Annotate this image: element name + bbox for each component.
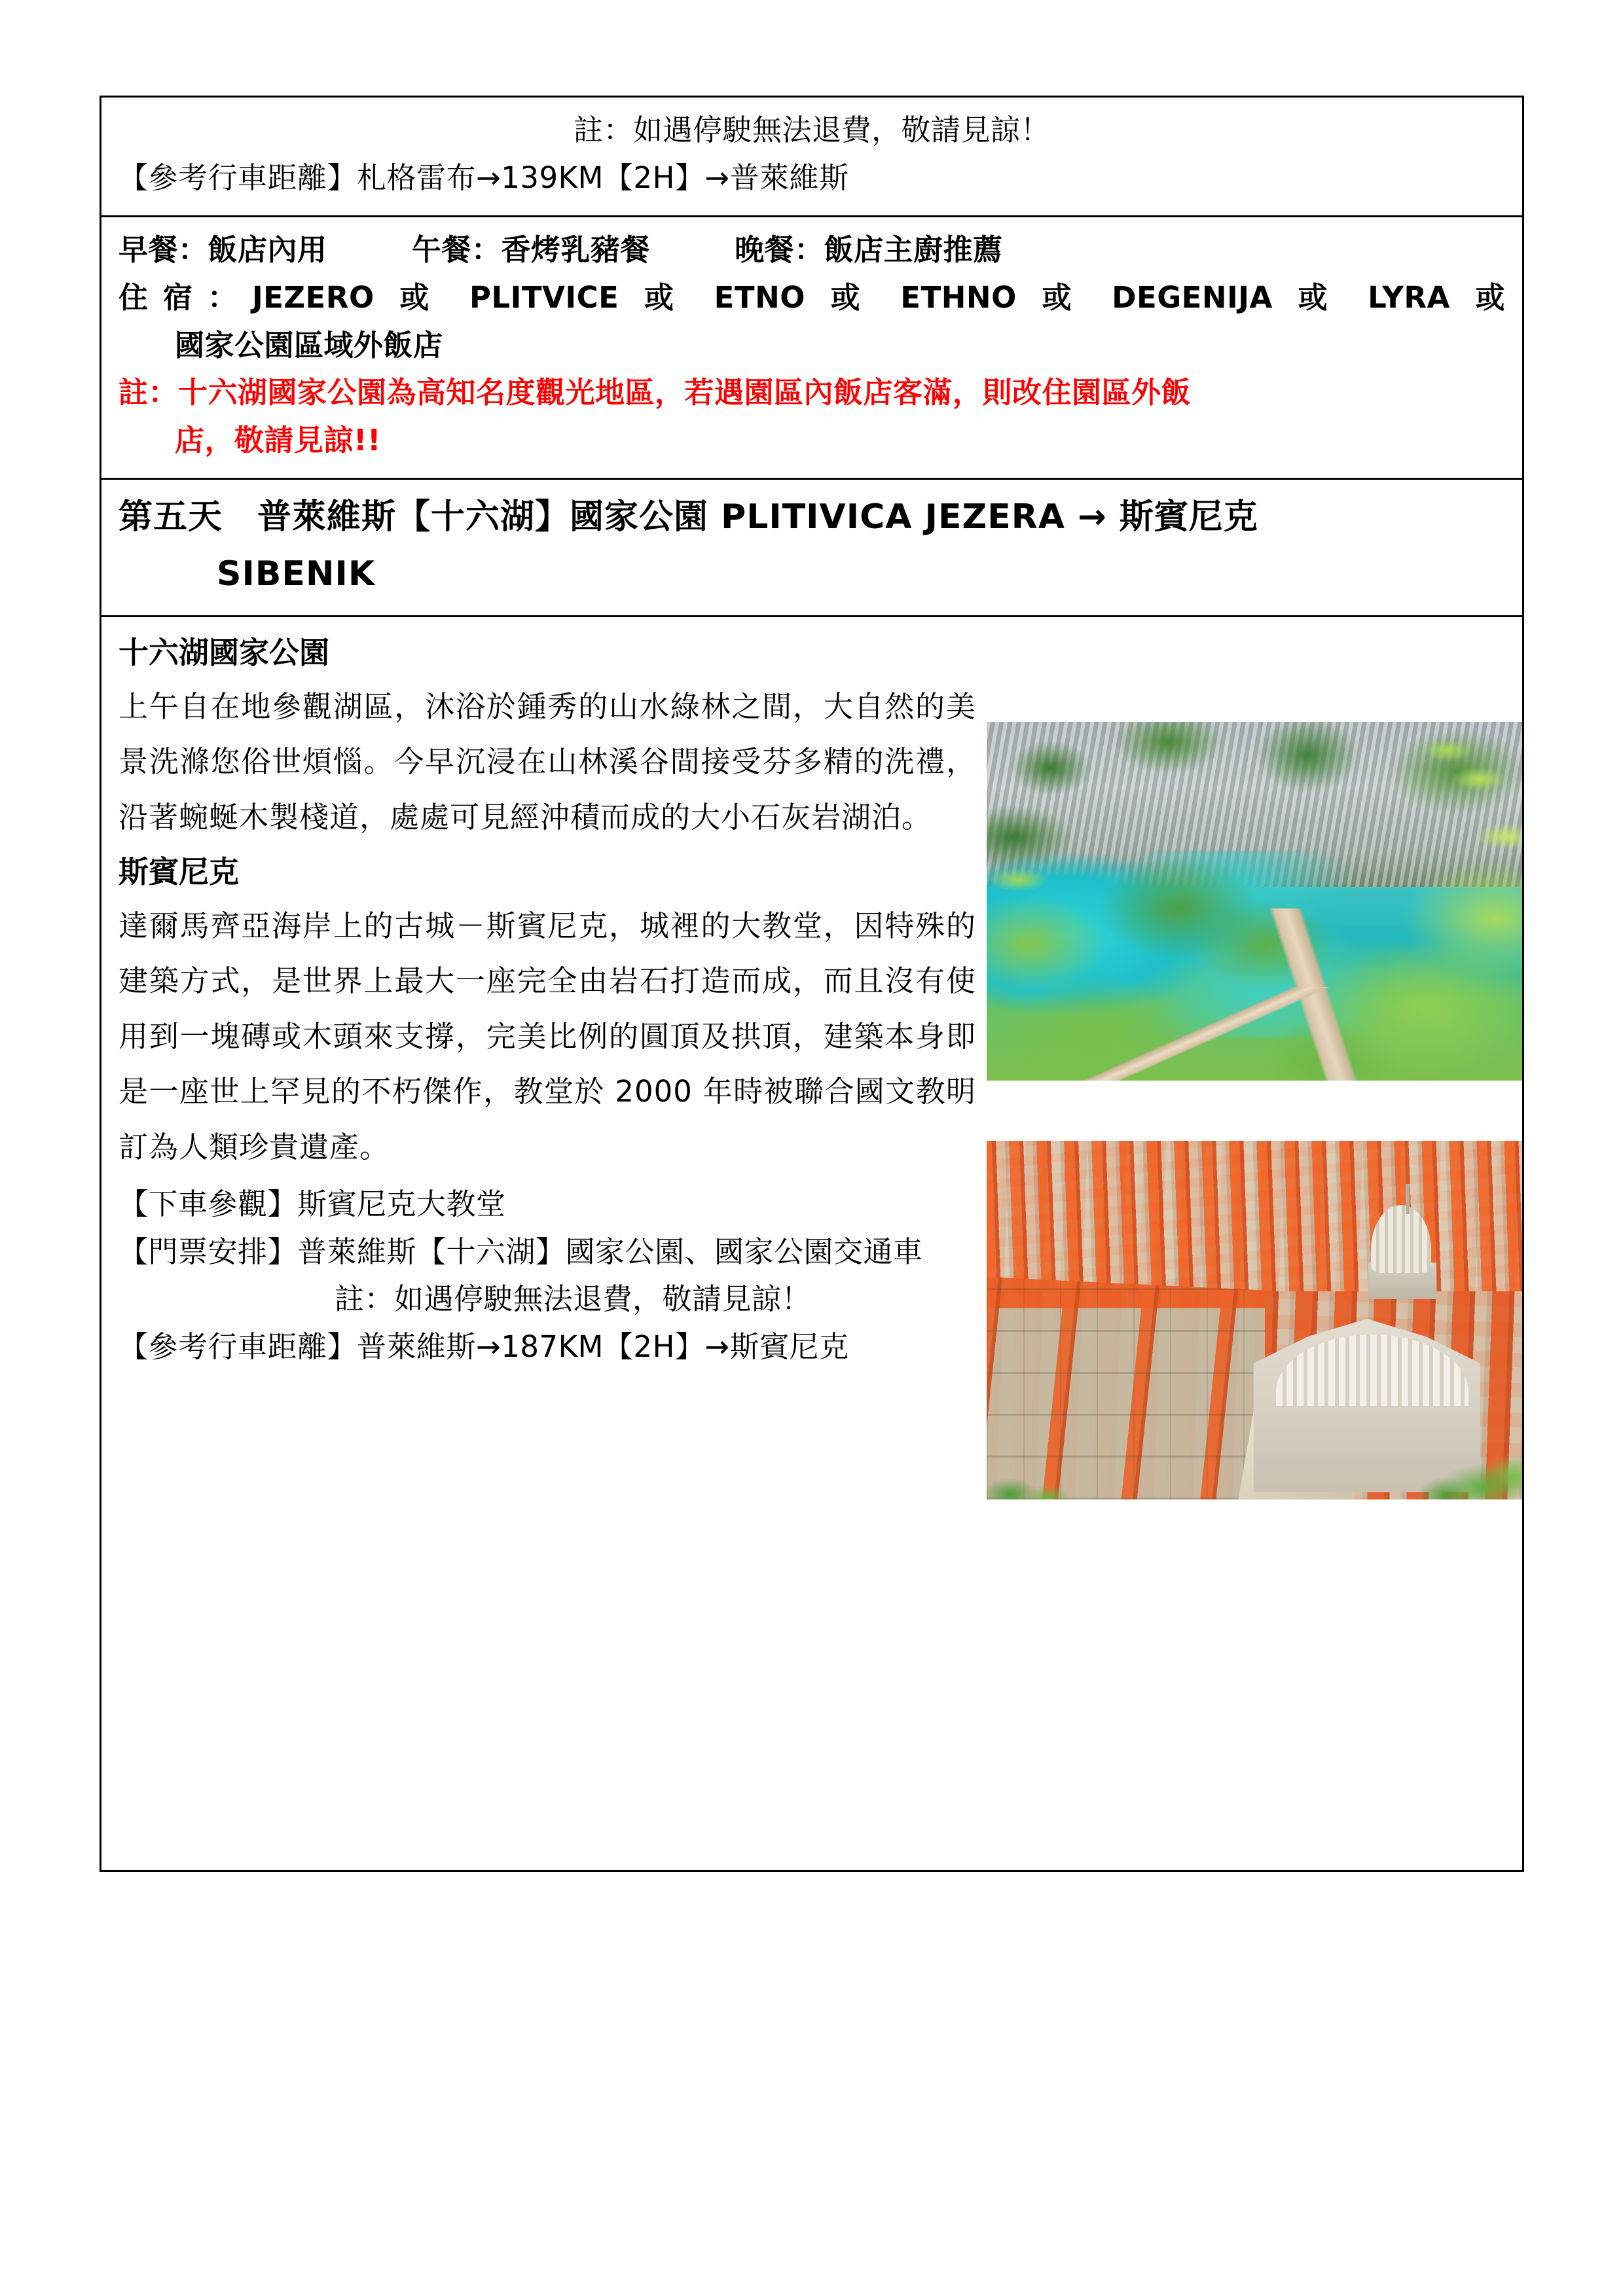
photo-layer-trees-left [987,1435,1104,1499]
driving-distance-line: 【參考行車距離】普萊維斯→187KM【2H】→斯賓尼克 [119,1329,849,1365]
table-row-meals-and-hotels [101,216,1523,478]
previous-day-driving-distance: 【參考行車距離】札格雷布→139KM【2H】→普萊維斯 [119,160,849,195]
plitvice-lakes-photo [987,722,1522,1081]
ticket-arrangement-line: 【門票安排】普萊維斯【十六湖】國家公園、國家公園交通車 [119,1234,923,1269]
section-paragraph-plitvice: 上午自在地參觀湖區，沐浴於鍾秀的山水綠林之間，大自然的美景洗滌您俗世煩惱。今早沉浸在山林溪谷間接受芬多精的洗禮，沿著蜿蜒木製棧道，處處可見經沖積而成的大小石灰岩湖泊。 [119,689,976,835]
section-paragraph-sibenik: 達爾馬齊亞海岸上的古城－斯賓尼克，城裡的大教堂，因特殊的建築方式，是世界上最大一座完全由岩石打造而成，而且沒有使用到一塊磚或木頭來支撐，完美比例的圓頂及拱頂，建築本身即是一座世上罕見的不朽傑作，教堂於 2000 年時被聯合國文教明訂為人類珍貴遺產。 [119,908,976,1165]
meals-line: 早餐：飯店內用 午餐：香烤乳豬餐 晚餐：飯店主廚推薦 [119,232,1003,267]
refund-note-line: 註：如遇停駛無法退費，敬請見諒！ [335,1282,812,1317]
cell-previous-day-notes [101,97,1523,217]
photo-layer-leaves [987,722,1522,1081]
photo-layer-rooftops-far [987,1141,1522,1291]
section-heading-plitvice: 十六湖國家公園 [119,634,329,670]
itinerary-table [100,96,1524,1872]
accommodation-line: 住宿：JEZERO 或 PLITVICE 或 ETNO 或 ETHNO 或 DEGENIJA 或 LYRA 或 [119,279,1505,315]
day-title-main: 第五天 普萊維斯【十六湖】國家公園 PLITIVICA JEZERA → 斯賓尼克 [119,497,1258,537]
day-title-block [119,489,1505,602]
previous-day-refund-note: 註：如遇停駛無法退費，敬請見諒！ [573,113,1050,147]
cell-meals-and-hotels [101,216,1523,478]
table-row-previous-day-notes [101,97,1523,217]
table-row-day-title [101,479,1523,617]
photo-layer-trees-right [1340,1420,1522,1499]
accommodation-continued-line: 國家公園區域外飯店 [175,327,443,363]
table-row-day-body [101,616,1523,1871]
cell-day-title [101,479,1523,617]
section-heading-sibenik: 斯賓尼克 [119,853,239,889]
sibenik-old-town-photo [987,1141,1522,1499]
day-title-sub: SIBENIK [217,554,376,594]
accommodation-warning-line-1: 註：十六湖國家公園為高知名度觀光地區，若遇園區內飯店客滿，則改住園區外飯 [119,375,1192,410]
get-off-visit-line: 【下車參觀】斯賓尼克大教堂 [119,1186,506,1221]
cell-day-body [101,616,1523,1871]
photo-layer-spire [1406,1184,1410,1214]
accommodation-warning-line-2: 店，敬請見諒!! [175,423,382,458]
